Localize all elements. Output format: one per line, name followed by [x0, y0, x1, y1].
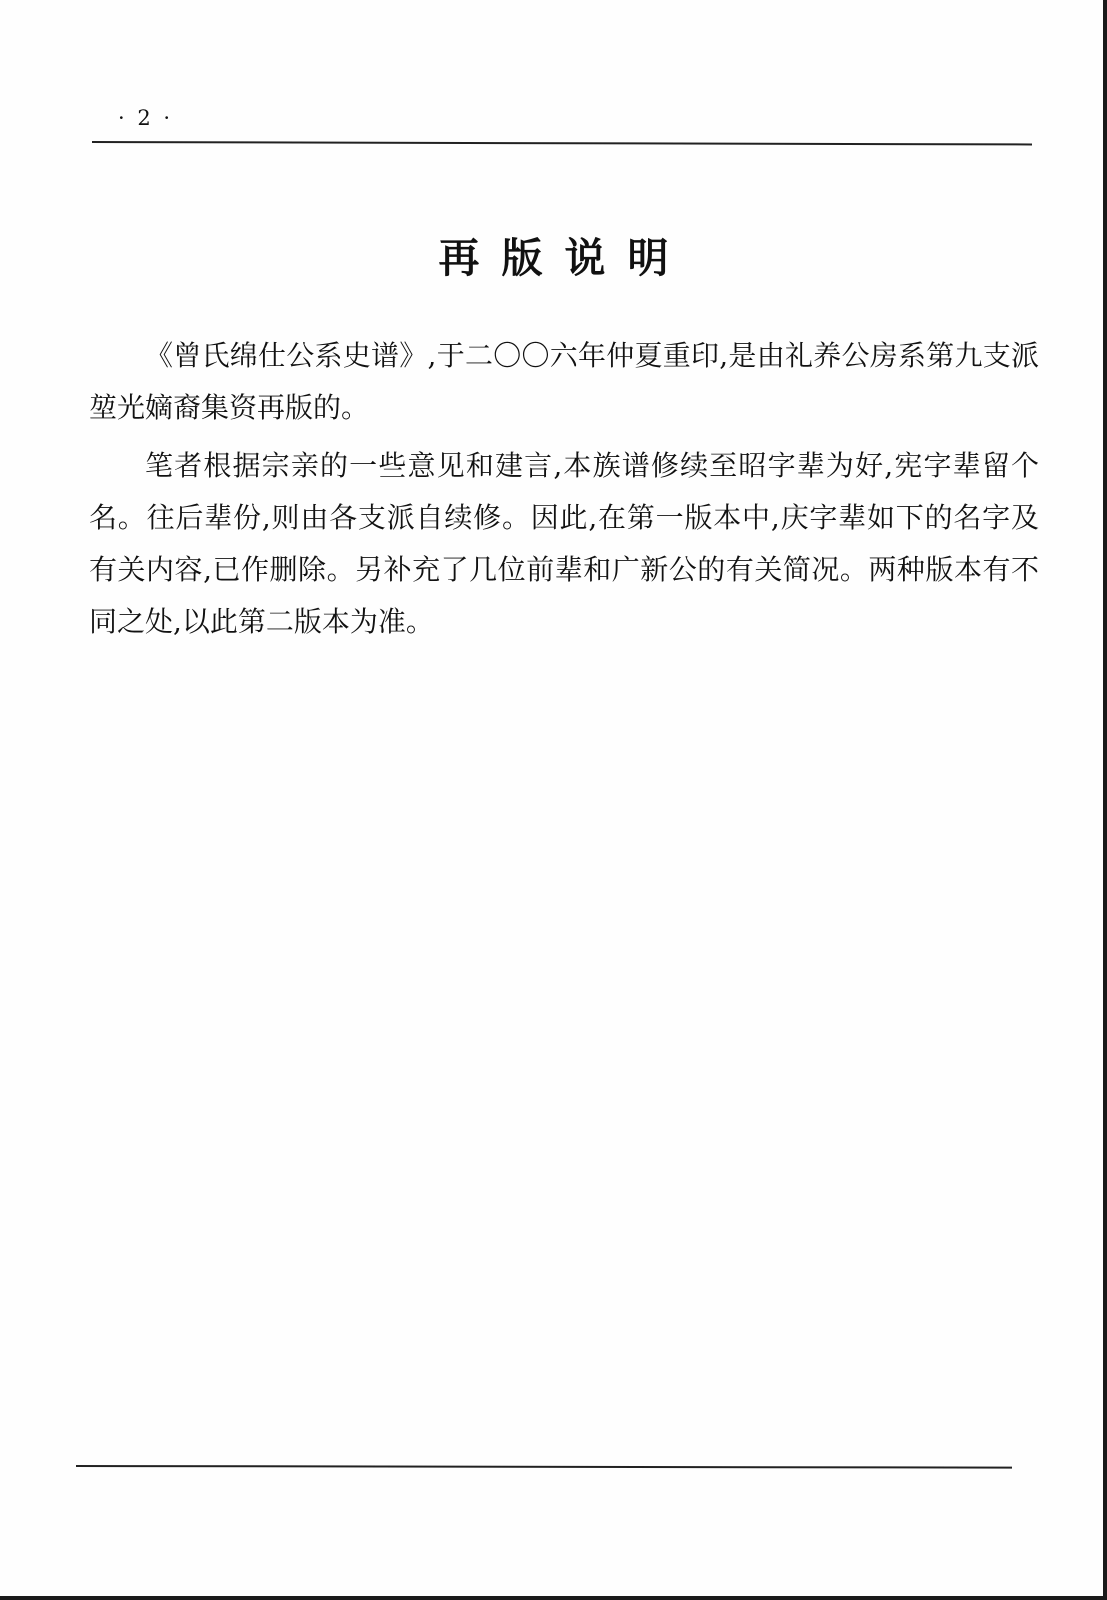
page-title: 再版说明 — [438, 234, 691, 282]
scan-edge-bottom — [0, 1596, 1107, 1600]
page-number: · 2 · — [118, 106, 174, 130]
paragraph-1: 《曾氏绵仕公系史谱》,于二〇〇六年仲夏重印,是由礼养公房系第九支派堃光嫡裔集资再版的。 — [89, 339, 1039, 424]
body-text — [89, 330, 1039, 654]
footer-divider — [76, 1465, 1012, 1469]
header-divider — [92, 141, 1032, 145]
paragraph-2: 笔者根据宗亲的一些意见和建言,本族谱修续至昭字辈为好,宪字辈留个名。往后辈份,则由各支派自续修。因此,在第一版本中,庆字辈如下的名字及有关内容,已作删除。另补充了几位前辈和广新公的有关简况。两种版本有不同之处,以此第二版本为准。 — [89, 449, 1039, 638]
scan-edge-right — [1103, 0, 1107, 1600]
